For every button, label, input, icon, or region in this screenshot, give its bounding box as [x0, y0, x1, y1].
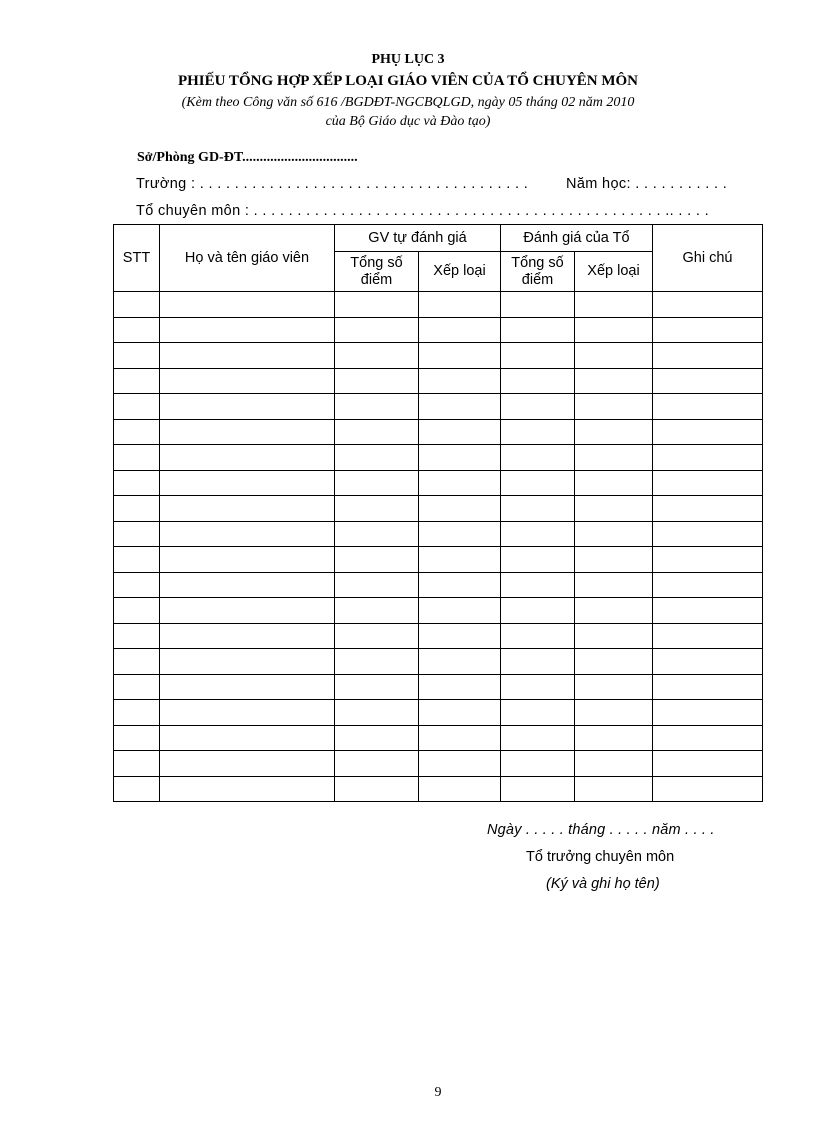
group-rank-cell[interactable] [575, 394, 653, 420]
header-group-evaluation: Đánh giá của Tổ [501, 225, 653, 252]
note-cell[interactable] [653, 598, 763, 624]
group-total-score-cell[interactable] [501, 419, 575, 445]
self-total-score-cell[interactable] [335, 292, 419, 318]
note-cell[interactable] [653, 623, 763, 649]
group-total-score-cell[interactable] [501, 674, 575, 700]
teacher-name-cell[interactable] [160, 317, 335, 343]
table-row [114, 700, 763, 726]
teacher-name-cell[interactable] [160, 368, 335, 394]
header-self-total-score: Tổng số điểm [335, 252, 419, 292]
self-rank-cell[interactable] [419, 623, 501, 649]
table-row [114, 394, 763, 420]
note-cell[interactable] [653, 394, 763, 420]
teacher-name-cell[interactable] [160, 521, 335, 547]
teacher-name-cell[interactable] [160, 751, 335, 777]
self-total-score-cell[interactable] [335, 419, 419, 445]
self-rank-cell[interactable] [419, 496, 501, 522]
stt-cell[interactable] [114, 649, 160, 675]
self-rank-cell[interactable] [419, 394, 501, 420]
note-cell[interactable] [653, 368, 763, 394]
appendix-title: PHỤ LỤC 3 [371, 52, 445, 67]
self-rank-cell[interactable] [419, 521, 501, 547]
stt-cell[interactable] [114, 598, 160, 624]
group-total-score-cell[interactable] [501, 343, 575, 369]
table-row [114, 572, 763, 598]
teacher-name-cell[interactable] [160, 674, 335, 700]
stt-cell[interactable] [114, 394, 160, 420]
group-field: Tổ chuyên môn : . . . . . . . . . . . . . . . . . . . . . . . . . . . . . . . . . . . . . . . . . . . . . . . .. . . . . [136, 203, 709, 219]
group-rank-cell[interactable] [575, 649, 653, 675]
self-total-score-cell[interactable] [335, 343, 419, 369]
form-title: PHIẾU TỔNG HỢP XẾP LOẠI GIÁO VIÊN CỦA TỔ CHUYÊN MÔN [177, 73, 639, 89]
teacher-name-cell[interactable] [160, 343, 335, 369]
group-rank-cell[interactable] [575, 343, 653, 369]
group-total-score-cell[interactable] [501, 572, 575, 598]
header-note: Ghi chú [653, 225, 763, 292]
self-rank-cell[interactable] [419, 343, 501, 369]
self-total-score-cell[interactable] [335, 496, 419, 522]
note-cell[interactable] [653, 776, 763, 802]
group-rank-cell[interactable] [575, 598, 653, 624]
group-rank-cell[interactable] [575, 751, 653, 777]
note-cell[interactable] [653, 496, 763, 522]
self-total-score-cell[interactable] [335, 725, 419, 751]
table-row [114, 598, 763, 624]
stt-cell[interactable] [114, 292, 160, 318]
note-cell[interactable] [653, 292, 763, 318]
table-row [114, 496, 763, 522]
note-cell[interactable] [653, 751, 763, 777]
self-total-score-cell[interactable] [335, 317, 419, 343]
signer-note: (Ký và ghi họ tên) [546, 876, 660, 892]
stt-cell[interactable] [114, 521, 160, 547]
group-rank-cell[interactable] [575, 623, 653, 649]
group-rank-cell[interactable] [575, 292, 653, 318]
self-rank-cell[interactable] [419, 317, 501, 343]
stt-cell[interactable] [114, 445, 160, 471]
group-total-score-cell[interactable] [501, 725, 575, 751]
teacher-name-cell[interactable] [160, 649, 335, 675]
group-total-score-cell[interactable] [501, 496, 575, 522]
group-rank-cell[interactable] [575, 419, 653, 445]
group-total-score-cell[interactable] [501, 317, 575, 343]
stt-cell[interactable] [114, 368, 160, 394]
table-row [114, 623, 763, 649]
group-rank-cell[interactable] [575, 317, 653, 343]
teacher-name-cell[interactable] [160, 547, 335, 573]
self-rank-cell[interactable] [419, 674, 501, 700]
table-row [114, 343, 763, 369]
stt-cell[interactable] [114, 547, 160, 573]
teacher-name-cell[interactable] [160, 725, 335, 751]
group-total-score-cell[interactable] [501, 649, 575, 675]
header-group-total-score: Tổng số điểm [501, 252, 575, 292]
table-row [114, 674, 763, 700]
group-rank-cell[interactable] [575, 725, 653, 751]
table-row [114, 521, 763, 547]
header-teacher-name: Họ và tên giáo viên [160, 225, 335, 292]
group-total-score-cell[interactable] [501, 776, 575, 802]
self-total-score-cell[interactable] [335, 751, 419, 777]
stt-cell[interactable] [114, 623, 160, 649]
self-rank-cell[interactable] [419, 725, 501, 751]
note-cell[interactable] [653, 343, 763, 369]
signer-title: Tổ trưởng chuyên môn [526, 849, 675, 865]
teacher-name-cell[interactable] [160, 292, 335, 318]
stt-cell[interactable] [114, 343, 160, 369]
table-row [114, 547, 763, 573]
table-row [114, 751, 763, 777]
self-rank-cell[interactable] [419, 572, 501, 598]
self-rank-cell[interactable] [419, 776, 501, 802]
group-rank-cell[interactable] [575, 700, 653, 726]
group-total-score-cell[interactable] [501, 751, 575, 777]
header-stt: STT [114, 225, 160, 292]
group-total-score-cell[interactable] [501, 470, 575, 496]
note-cell[interactable] [653, 572, 763, 598]
self-rank-cell[interactable] [419, 445, 501, 471]
table-row [114, 317, 763, 343]
group-total-score-cell[interactable] [501, 598, 575, 624]
note-cell[interactable] [653, 521, 763, 547]
self-rank-cell[interactable] [419, 292, 501, 318]
note-cell[interactable] [653, 445, 763, 471]
table-row [114, 776, 763, 802]
self-rank-cell[interactable] [419, 751, 501, 777]
note-cell[interactable] [653, 547, 763, 573]
group-rank-cell[interactable] [575, 776, 653, 802]
group-rank-cell[interactable] [575, 572, 653, 598]
self-rank-cell[interactable] [419, 419, 501, 445]
teacher-rating-table [113, 224, 763, 802]
note-cell[interactable] [653, 725, 763, 751]
self-total-score-cell[interactable] [335, 674, 419, 700]
group-rank-cell[interactable] [575, 496, 653, 522]
self-total-score-cell[interactable] [335, 547, 419, 573]
group-rank-cell[interactable] [575, 521, 653, 547]
self-total-score-cell[interactable] [335, 649, 419, 675]
table-row [114, 419, 763, 445]
header-group-rank: Xếp loại [575, 252, 653, 292]
teacher-name-cell[interactable] [160, 598, 335, 624]
note-cell[interactable] [653, 419, 763, 445]
teacher-name-cell[interactable] [160, 419, 335, 445]
teacher-name-cell[interactable] [160, 776, 335, 802]
note-cell[interactable] [653, 649, 763, 675]
teacher-name-cell[interactable] [160, 470, 335, 496]
date-line: Ngày . . . . . tháng . . . . . năm . . . . [487, 822, 715, 838]
self-rank-cell[interactable] [419, 368, 501, 394]
group-rank-cell[interactable] [575, 547, 653, 573]
group-rank-cell[interactable] [575, 674, 653, 700]
stt-cell[interactable] [114, 470, 160, 496]
stt-cell[interactable] [114, 725, 160, 751]
table-row [114, 649, 763, 675]
stt-cell[interactable] [114, 776, 160, 802]
table-row [114, 725, 763, 751]
group-total-score-cell[interactable] [501, 368, 575, 394]
reference-line-1: (Kèm theo Công văn số 616 /BGDĐT-NGCBQLGD, ngày 05 tháng 02 năm 2010 [181, 95, 635, 110]
note-cell[interactable] [653, 317, 763, 343]
stt-cell[interactable] [114, 674, 160, 700]
stt-cell[interactable] [114, 700, 160, 726]
stt-cell[interactable] [114, 419, 160, 445]
group-total-score-cell[interactable] [501, 445, 575, 471]
note-cell[interactable] [653, 700, 763, 726]
self-total-score-cell[interactable] [335, 776, 419, 802]
teacher-name-cell[interactable] [160, 394, 335, 420]
self-total-score-cell[interactable] [335, 521, 419, 547]
self-total-score-cell[interactable] [335, 572, 419, 598]
self-total-score-cell[interactable] [335, 598, 419, 624]
self-total-score-cell[interactable] [335, 700, 419, 726]
self-rank-cell[interactable] [419, 598, 501, 624]
group-total-score-cell[interactable] [501, 292, 575, 318]
group-total-score-cell[interactable] [501, 547, 575, 573]
group-rank-cell[interactable] [575, 368, 653, 394]
self-total-score-cell[interactable] [335, 623, 419, 649]
self-rank-cell[interactable] [419, 547, 501, 573]
self-rank-cell[interactable] [419, 700, 501, 726]
page-number: 9 [434, 1085, 442, 1100]
group-total-score-cell[interactable] [501, 700, 575, 726]
reference-line-2: của Bộ Giáo dục và Đào tạo) [325, 114, 491, 129]
stt-cell[interactable] [114, 317, 160, 343]
group-rank-cell[interactable] [575, 470, 653, 496]
teacher-name-cell[interactable] [160, 496, 335, 522]
group-rank-cell[interactable] [575, 445, 653, 471]
teacher-name-cell[interactable] [160, 572, 335, 598]
table-row [114, 470, 763, 496]
self-rank-cell[interactable] [419, 470, 501, 496]
group-total-score-cell[interactable] [501, 521, 575, 547]
note-cell[interactable] [653, 470, 763, 496]
self-total-score-cell[interactable] [335, 368, 419, 394]
header-self-rank: Xếp loại [419, 252, 501, 292]
stt-cell[interactable] [114, 751, 160, 777]
table-row [114, 368, 763, 394]
table-row [114, 292, 763, 318]
school-year-field: Năm học: . . . . . . . . . . . [566, 176, 728, 192]
teacher-name-cell[interactable] [160, 445, 335, 471]
table-row [114, 445, 763, 471]
stt-cell[interactable] [114, 572, 160, 598]
self-rank-cell[interactable] [419, 649, 501, 675]
group-total-score-cell[interactable] [501, 394, 575, 420]
header-self-evaluation: GV tự đánh giá [335, 225, 501, 252]
department-field: Sở/Phòng GD-ĐT................................. [137, 150, 358, 165]
stt-cell[interactable] [114, 496, 160, 522]
self-total-score-cell[interactable] [335, 470, 419, 496]
note-cell[interactable] [653, 674, 763, 700]
teacher-name-cell[interactable] [160, 623, 335, 649]
school-field: Trường : . . . . . . . . . . . . . . . . . . . . . . . . . . . . . . . . . . . . . . [136, 176, 529, 192]
group-total-score-cell[interactable] [501, 623, 575, 649]
self-total-score-cell[interactable] [335, 394, 419, 420]
self-total-score-cell[interactable] [335, 445, 419, 471]
teacher-name-cell[interactable] [160, 700, 335, 726]
